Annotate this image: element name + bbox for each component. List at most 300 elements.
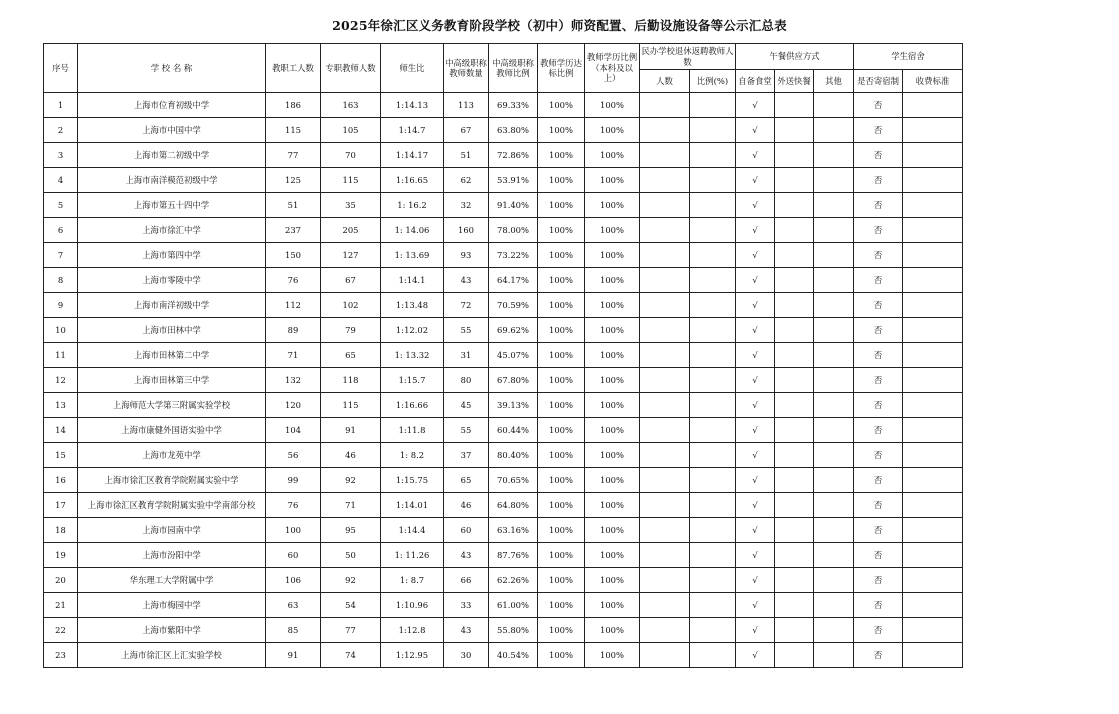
cell-lunch-delivery [775,593,814,618]
cell-teacher-count: 92 [321,568,381,593]
cell-lunch-delivery [775,93,814,118]
cell-senior-ratio: 72.86% [489,143,538,168]
cell-teacher-count: 77 [321,618,381,643]
cell-retired-ratio [690,418,736,443]
table-row [44,543,963,568]
cell-seq: 2 [44,118,78,143]
cell-edu-rate: 100% [538,593,585,618]
cell-seq: 11 [44,343,78,368]
cell-ratio: 1: 8.2 [381,443,444,468]
cell-lunch-self: √ [736,218,775,243]
cell-dorm-fee [903,93,963,118]
cell-bachelor-rate: 100% [585,518,640,543]
cell-lunch-other [814,293,854,318]
cell-school-name: 上海市位育初级中学 [78,93,266,118]
cell-edu-rate: 100% [538,268,585,293]
cell-retired-ratio [690,518,736,543]
cell-dorm-fee [903,518,963,543]
table-row [44,168,963,193]
cell-dorm-fee [903,393,963,418]
cell-retired-count [640,468,690,493]
cell-retired-count [640,643,690,668]
cell-dorm-fee [903,493,963,518]
cell-retired-count [640,593,690,618]
cell-edu-rate: 100% [538,543,585,568]
cell-retired-ratio [690,468,736,493]
cell-senior-ratio: 78.00% [489,218,538,243]
cell-senior-count: 66 [444,568,489,593]
table-row [44,318,963,343]
cell-edu-rate: 100% [538,243,585,268]
cell-school-name: 上海市田林第二中学 [78,343,266,368]
cell-lunch-self: √ [736,643,775,668]
header-retired-group: 民办学校退休返聘教师人数 [640,44,736,70]
table-row [44,118,963,143]
cell-teacher-count: 92 [321,468,381,493]
cell-ratio: 1:13.48 [381,293,444,318]
cell-retired-count [640,293,690,318]
cell-ratio: 1: 11.26 [381,543,444,568]
cell-seq: 16 [44,468,78,493]
cell-edu-rate: 100% [538,618,585,643]
header-teacher-count: 专职教师人数 [321,44,381,93]
cell-edu-rate: 100% [538,193,585,218]
cell-dorm-fee [903,543,963,568]
cell-senior-ratio: 40.54% [489,643,538,668]
cell-senior-ratio: 45.07% [489,343,538,368]
cell-edu-rate: 100% [538,443,585,468]
cell-lunch-other [814,543,854,568]
cell-senior-count: 55 [444,418,489,443]
cell-lunch-other [814,168,854,193]
cell-dorm-boarding: 否 [854,143,903,168]
cell-dorm-boarding: 否 [854,468,903,493]
cell-senior-count: 45 [444,393,489,418]
cell-teacher-count: 71 [321,493,381,518]
cell-ratio: 1: 16.2 [381,193,444,218]
cell-seq: 1 [44,93,78,118]
cell-senior-count: 67 [444,118,489,143]
table-row [44,393,963,418]
cell-retired-ratio [690,293,736,318]
cell-edu-rate: 100% [538,318,585,343]
cell-seq: 17 [44,493,78,518]
cell-teacher-count: 115 [321,168,381,193]
cell-senior-ratio: 53.91% [489,168,538,193]
cell-lunch-delivery [775,318,814,343]
cell-dorm-fee [903,118,963,143]
cell-ratio: 1:12.95 [381,643,444,668]
cell-ratio: 1: 8.7 [381,568,444,593]
cell-lunch-other [814,268,854,293]
cell-retired-count [640,518,690,543]
cell-retired-count [640,193,690,218]
cell-dorm-boarding: 否 [854,518,903,543]
cell-ratio: 1:16.65 [381,168,444,193]
cell-senior-ratio: 80.40% [489,443,538,468]
cell-lunch-self: √ [736,518,775,543]
cell-senior-ratio: 69.33% [489,93,538,118]
cell-ratio: 1: 13.69 [381,243,444,268]
cell-dorm-fee [903,293,963,318]
cell-retired-count [640,143,690,168]
cell-lunch-self: √ [736,543,775,568]
cell-retired-ratio [690,618,736,643]
cell-edu-rate: 100% [538,343,585,368]
cell-retired-count [640,568,690,593]
cell-bachelor-rate: 100% [585,318,640,343]
page-title: 2025年徐汇区义务教育阶段学校（初中）师资配置、后勤设施设备等公示汇总表 [332,18,787,33]
cell-school-name: 上海市龙苑中学 [78,443,266,468]
cell-dorm-boarding: 否 [854,168,903,193]
header-lunch-self: 自备食堂 [736,70,775,93]
cell-teacher-count: 105 [321,118,381,143]
cell-teacher-count: 67 [321,268,381,293]
table-row [44,418,963,443]
cell-bachelor-rate: 100% [585,468,640,493]
cell-staff-count: 63 [266,593,321,618]
cell-ratio: 1:14.4 [381,518,444,543]
cell-retired-ratio [690,493,736,518]
cell-lunch-delivery [775,343,814,368]
cell-dorm-fee [903,418,963,443]
cell-lunch-other [814,418,854,443]
cell-school-name: 上海市第五十四中学 [78,193,266,218]
cell-retired-ratio [690,368,736,393]
cell-staff-count: 99 [266,468,321,493]
cell-bachelor-rate: 100% [585,268,640,293]
cell-edu-rate: 100% [538,568,585,593]
cell-lunch-other [814,93,854,118]
cell-school-name: 上海市第四中学 [78,243,266,268]
cell-senior-ratio: 73.22% [489,243,538,268]
cell-bachelor-rate: 100% [585,93,640,118]
cell-ratio: 1:14.13 [381,93,444,118]
cell-seq: 22 [44,618,78,643]
cell-senior-count: 37 [444,443,489,468]
cell-seq: 6 [44,218,78,243]
cell-lunch-delivery [775,143,814,168]
cell-ratio: 1: 13.32 [381,343,444,368]
cell-teacher-count: 50 [321,543,381,568]
cell-senior-count: 113 [444,93,489,118]
cell-dorm-boarding: 否 [854,293,903,318]
cell-school-name: 上海市康健外国语实验中学 [78,418,266,443]
cell-retired-count [640,93,690,118]
cell-bachelor-rate: 100% [585,243,640,268]
cell-staff-count: 91 [266,643,321,668]
summary-table [43,43,963,668]
cell-senior-ratio: 91.40% [489,193,538,218]
cell-bachelor-rate: 100% [585,343,640,368]
cell-teacher-count: 95 [321,518,381,543]
cell-lunch-other [814,218,854,243]
cell-staff-count: 104 [266,418,321,443]
cell-senior-count: 31 [444,343,489,368]
cell-lunch-other [814,143,854,168]
cell-lunch-delivery [775,468,814,493]
cell-senior-ratio: 61.00% [489,593,538,618]
table-row [44,568,963,593]
cell-senior-count: 72 [444,293,489,318]
cell-dorm-boarding: 否 [854,443,903,468]
cell-retired-count [640,243,690,268]
cell-staff-count: 186 [266,93,321,118]
cell-bachelor-rate: 100% [585,218,640,243]
header-school-name: 学 校 名 称 [78,44,266,93]
cell-seq: 10 [44,318,78,343]
cell-ratio: 1:10.96 [381,593,444,618]
cell-seq: 23 [44,643,78,668]
cell-senior-count: 60 [444,518,489,543]
cell-school-name: 华东理工大学附属中学 [78,568,266,593]
cell-school-name: 上海市徐汇中学 [78,218,266,243]
cell-retired-ratio [690,93,736,118]
cell-retired-ratio [690,168,736,193]
cell-lunch-delivery [775,518,814,543]
cell-staff-count: 100 [266,518,321,543]
cell-ratio: 1:14.01 [381,493,444,518]
cell-senior-ratio: 55.80% [489,618,538,643]
cell-bachelor-rate: 100% [585,143,640,168]
cell-school-name: 上海市中国中学 [78,118,266,143]
cell-teacher-count: 65 [321,343,381,368]
cell-lunch-other [814,568,854,593]
cell-retired-ratio [690,243,736,268]
cell-ratio: 1:14.7 [381,118,444,143]
cell-retired-count [640,118,690,143]
cell-ratio: 1: 14.06 [381,218,444,243]
cell-lunch-other [814,118,854,143]
cell-seq: 14 [44,418,78,443]
cell-lunch-other [814,468,854,493]
cell-dorm-fee [903,218,963,243]
cell-lunch-other [814,318,854,343]
cell-senior-ratio: 67.80% [489,368,538,393]
header-retired-count: 人数 [640,70,690,93]
cell-lunch-delivery [775,493,814,518]
cell-teacher-count: 102 [321,293,381,318]
cell-retired-ratio [690,193,736,218]
cell-lunch-delivery [775,393,814,418]
cell-bachelor-rate: 100% [585,568,640,593]
cell-retired-count [640,368,690,393]
cell-retired-ratio [690,218,736,243]
cell-dorm-boarding: 否 [854,643,903,668]
cell-teacher-count: 70 [321,143,381,168]
table-row [44,218,963,243]
cell-school-name: 上海市第二初级中学 [78,143,266,168]
header-lunch-group: 午餐供应方式 [736,44,854,70]
header-staff-count: 教职工人数 [266,44,321,93]
cell-lunch-self: √ [736,568,775,593]
cell-lunch-delivery [775,643,814,668]
cell-dorm-boarding: 否 [854,268,903,293]
cell-senior-count: 51 [444,143,489,168]
cell-retired-count [640,218,690,243]
cell-dorm-boarding: 否 [854,618,903,643]
cell-lunch-self: √ [736,168,775,193]
header-edu-rate: 教师学历达标比例 [538,44,585,93]
cell-school-name: 上海市梅园中学 [78,593,266,618]
cell-lunch-self: √ [736,393,775,418]
header-seq: 序号 [44,44,78,93]
cell-senior-count: 65 [444,468,489,493]
cell-senior-ratio: 60.44% [489,418,538,443]
cell-edu-rate: 100% [538,643,585,668]
cell-dorm-boarding: 否 [854,343,903,368]
cell-lunch-other [814,243,854,268]
cell-retired-ratio [690,143,736,168]
table-row [44,293,963,318]
cell-teacher-count: 74 [321,643,381,668]
cell-senior-ratio: 39.13% [489,393,538,418]
cell-bachelor-rate: 100% [585,393,640,418]
cell-staff-count: 76 [266,268,321,293]
cell-bachelor-rate: 100% [585,593,640,618]
cell-teacher-count: 91 [321,418,381,443]
table-row [44,643,963,668]
cell-retired-count [640,543,690,568]
cell-bachelor-rate: 100% [585,293,640,318]
cell-retired-ratio [690,443,736,468]
cell-teacher-count: 205 [321,218,381,243]
cell-dorm-fee [903,143,963,168]
cell-lunch-delivery [775,618,814,643]
cell-seq: 20 [44,568,78,593]
cell-edu-rate: 100% [538,468,585,493]
cell-dorm-fee [903,168,963,193]
header-dorm-boarding: 是否寄宿制 [854,70,903,93]
cell-seq: 18 [44,518,78,543]
cell-retired-count [640,318,690,343]
cell-senior-ratio: 87.76% [489,543,538,568]
table-row [44,93,963,118]
cell-school-name: 上海市园南中学 [78,518,266,543]
cell-school-name: 上海市徐汇区教育学院附属实验中学南部分校 [78,493,266,518]
cell-dorm-boarding: 否 [854,93,903,118]
cell-seq: 5 [44,193,78,218]
cell-school-name: 上海市田林第三中学 [78,368,266,393]
cell-bachelor-rate: 100% [585,443,640,468]
cell-dorm-boarding: 否 [854,368,903,393]
cell-lunch-other [814,393,854,418]
cell-bachelor-rate: 100% [585,418,640,443]
cell-lunch-self: √ [736,443,775,468]
cell-lunch-self: √ [736,118,775,143]
cell-retired-count [640,493,690,518]
table-row [44,518,963,543]
cell-lunch-other [814,343,854,368]
table-row [44,243,963,268]
cell-dorm-fee [903,618,963,643]
cell-retired-count [640,343,690,368]
cell-retired-ratio [690,343,736,368]
cell-ratio: 1:12.8 [381,618,444,643]
cell-staff-count: 120 [266,393,321,418]
table-row [44,368,963,393]
header-retired-ratio: 比例(%) [690,70,736,93]
cell-seq: 3 [44,143,78,168]
cell-senior-ratio: 63.80% [489,118,538,143]
cell-teacher-count: 118 [321,368,381,393]
cell-lunch-self: √ [736,593,775,618]
cell-lunch-delivery [775,268,814,293]
table-row [44,143,963,168]
cell-lunch-other [814,193,854,218]
cell-dorm-boarding: 否 [854,243,903,268]
cell-lunch-other [814,443,854,468]
table-row [44,618,963,643]
cell-lunch-delivery [775,293,814,318]
cell-bachelor-rate: 100% [585,543,640,568]
table-row [44,468,963,493]
cell-retired-ratio [690,268,736,293]
cell-teacher-count: 127 [321,243,381,268]
cell-senior-ratio: 63.16% [489,518,538,543]
cell-edu-rate: 100% [538,418,585,443]
cell-school-name: 上海市零陵中学 [78,268,266,293]
cell-lunch-self: √ [736,468,775,493]
cell-lunch-delivery [775,218,814,243]
cell-staff-count: 77 [266,143,321,168]
header-senior-ratio: 中高级职称教师比例 [489,44,538,93]
cell-school-name: 上海市田林中学 [78,318,266,343]
cell-lunch-delivery [775,118,814,143]
cell-edu-rate: 100% [538,143,585,168]
cell-school-name: 上海市汾阳中学 [78,543,266,568]
cell-school-name: 上海市紫阳中学 [78,618,266,643]
cell-retired-count [640,268,690,293]
cell-edu-rate: 100% [538,218,585,243]
cell-senior-ratio: 70.65% [489,468,538,493]
cell-senior-count: 46 [444,493,489,518]
cell-dorm-boarding: 否 [854,393,903,418]
cell-teacher-count: 54 [321,593,381,618]
table-row [44,593,963,618]
cell-teacher-count: 115 [321,393,381,418]
cell-edu-rate: 100% [538,293,585,318]
cell-lunch-self: √ [736,193,775,218]
cell-ratio: 1:12.02 [381,318,444,343]
table-row [44,268,963,293]
cell-lunch-delivery [775,443,814,468]
cell-senior-ratio: 64.80% [489,493,538,518]
cell-senior-ratio: 62.26% [489,568,538,593]
cell-ratio: 1:16.66 [381,393,444,418]
cell-school-name: 上海师范大学第三附属实验学校 [78,393,266,418]
cell-lunch-delivery [775,543,814,568]
cell-staff-count: 237 [266,218,321,243]
cell-lunch-other [814,593,854,618]
cell-dorm-fee [903,643,963,668]
cell-retired-count [640,393,690,418]
cell-dorm-boarding: 否 [854,493,903,518]
cell-bachelor-rate: 100% [585,168,640,193]
table-row [44,343,963,368]
cell-school-name: 上海市南洋模范初级中学 [78,168,266,193]
cell-school-name: 上海市徐汇区上汇实验学校 [78,643,266,668]
cell-bachelor-rate: 100% [585,493,640,518]
cell-teacher-count: 79 [321,318,381,343]
cell-staff-count: 51 [266,193,321,218]
cell-school-name: 上海市南洋初级中学 [78,293,266,318]
cell-ratio: 1:15.75 [381,468,444,493]
cell-staff-count: 89 [266,318,321,343]
cell-senior-count: 43 [444,543,489,568]
cell-bachelor-rate: 100% [585,643,640,668]
cell-lunch-delivery [775,168,814,193]
